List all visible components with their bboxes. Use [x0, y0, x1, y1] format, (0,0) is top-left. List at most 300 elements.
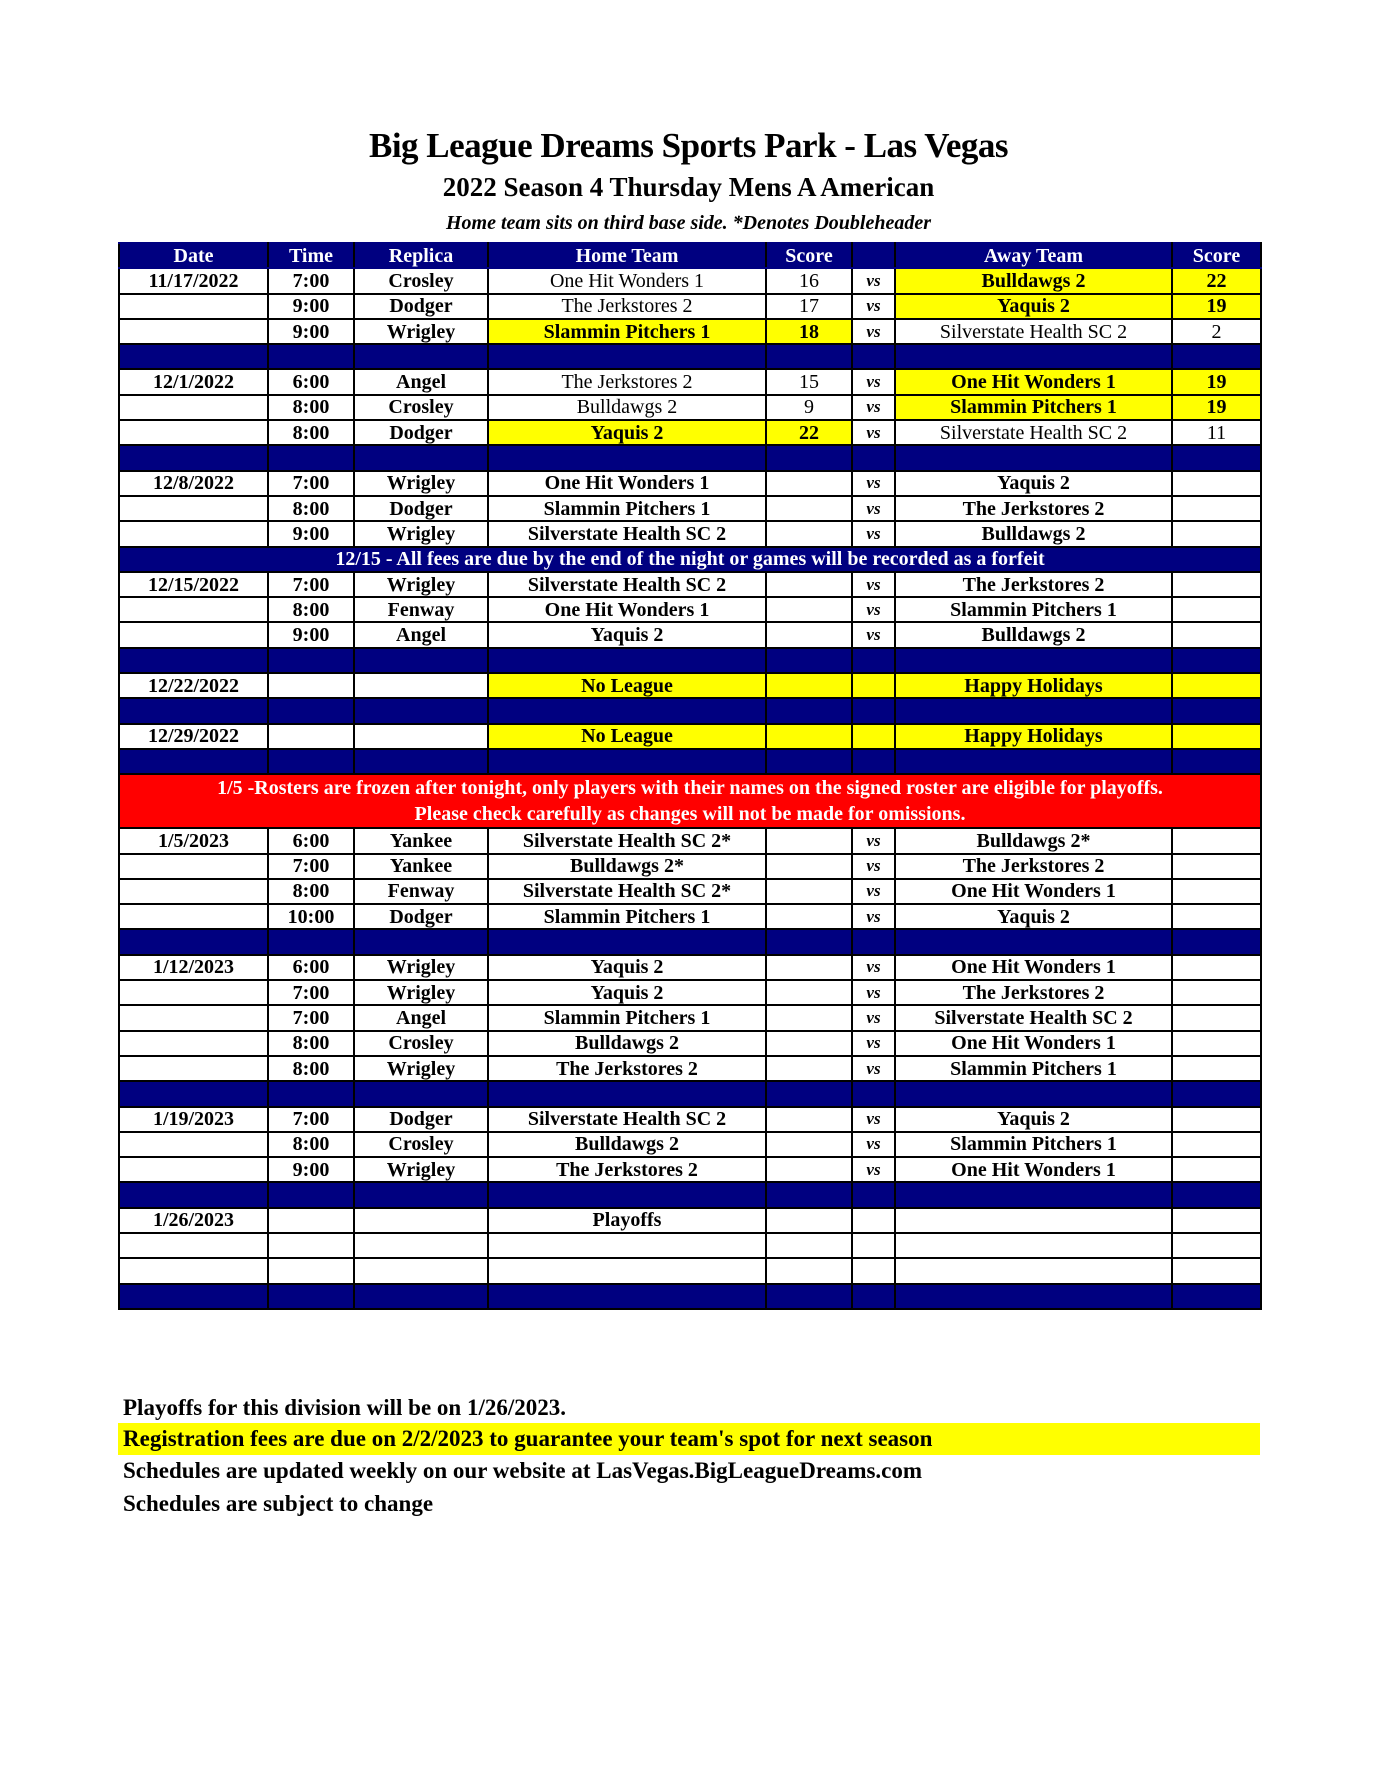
- away-team-cell: One Hit Wonders 1: [895, 369, 1172, 394]
- away-team-cell: Bulldawgs 2: [895, 268, 1172, 293]
- away-score-cell: [1172, 572, 1261, 597]
- away-team-cell: The Jerkstores 2: [895, 854, 1172, 879]
- separator-row: [119, 648, 1261, 673]
- date-cell: 12/1/2022: [119, 369, 268, 394]
- date-cell: [119, 1031, 268, 1056]
- replica-cell: Angel: [354, 369, 488, 394]
- game-row: [119, 572, 1261, 597]
- separator-cell: [1172, 749, 1261, 774]
- separator-cell: [488, 1182, 766, 1207]
- date-cell: 12/29/2022: [119, 724, 268, 749]
- game-row: [119, 420, 1261, 445]
- roster-alert: [119, 774, 1261, 828]
- date-cell: 12/15/2022: [119, 572, 268, 597]
- date-cell: [119, 1056, 268, 1081]
- game-row: [119, 854, 1261, 879]
- header-away-score: Score: [1172, 243, 1261, 268]
- away-team-cell: Slammin Pitchers 1: [895, 395, 1172, 420]
- replica-cell: Angel: [354, 622, 488, 647]
- separator-cell: [895, 648, 1172, 673]
- home-team-cell: Yaquis 2: [488, 980, 766, 1005]
- game-row: [119, 268, 1261, 293]
- playoffs-row: [119, 1208, 1261, 1233]
- away-team-cell: One Hit Wonders 1: [895, 879, 1172, 904]
- separator-cell: [354, 749, 488, 774]
- separator-cell: [1172, 648, 1261, 673]
- time-cell: 7:00: [268, 471, 354, 496]
- away-score-cell: [1172, 597, 1261, 622]
- separator-cell: [354, 648, 488, 673]
- vs-cell: [852, 673, 895, 698]
- home-team-cell: Silverstate Health SC 2*: [488, 879, 766, 904]
- away-team-cell: The Jerkstores 2: [895, 496, 1172, 521]
- away-score-cell: [1172, 955, 1261, 980]
- away-team-cell: Silverstate Health SC 2: [895, 1005, 1172, 1030]
- away-score-cell: [1172, 1056, 1261, 1081]
- time-cell: [268, 724, 354, 749]
- replica-cell: Wrigley: [354, 980, 488, 1005]
- home-score-cell: [766, 1107, 852, 1132]
- separator-cell: [354, 1182, 488, 1207]
- separator-cell: [852, 749, 895, 774]
- home-score-cell: [766, 980, 852, 1005]
- vs-cell: vs: [852, 1157, 895, 1182]
- replica-cell: Wrigley: [354, 1056, 488, 1081]
- home-score-cell: 17: [766, 294, 852, 319]
- home-team-cell: Silverstate Health SC 2: [488, 1107, 766, 1132]
- time-cell: 8:00: [268, 1031, 354, 1056]
- empty-cell: [895, 1258, 1172, 1283]
- time-cell: 8:00: [268, 395, 354, 420]
- separator-cell: [895, 929, 1172, 954]
- separator-cell: [119, 1182, 268, 1207]
- home-score-cell: [766, 724, 852, 749]
- home-score-cell: [766, 1056, 852, 1081]
- schedule-table: [118, 242, 1262, 1310]
- home-team-cell: Slammin Pitchers 1: [488, 496, 766, 521]
- home-team-cell: One Hit Wonders 1: [488, 471, 766, 496]
- replica-cell: Crosley: [354, 395, 488, 420]
- vs-cell: vs: [852, 1132, 895, 1157]
- game-row: [119, 395, 1261, 420]
- separator-cell: [1172, 1081, 1261, 1106]
- change-note: Schedules are subject to change: [123, 1491, 434, 1516]
- game-row: [119, 1107, 1261, 1132]
- separator-cell: [895, 445, 1172, 470]
- vs-cell: vs: [852, 1005, 895, 1030]
- home-score-cell: [766, 1031, 852, 1056]
- home-score-cell: [766, 955, 852, 980]
- away-team-cell: Bulldawgs 2*: [895, 828, 1172, 853]
- away-team-cell: The Jerkstores 2: [895, 572, 1172, 597]
- empty-cell: [895, 1233, 1172, 1258]
- separator-cell: [119, 1081, 268, 1106]
- replica-cell: Wrigley: [354, 1157, 488, 1182]
- away-score-cell: [1172, 673, 1261, 698]
- vs-cell: vs: [852, 904, 895, 929]
- date-cell: [119, 521, 268, 546]
- page-title: Big League Dreams Sports Park - Las Vegas: [368, 126, 1008, 165]
- home-score-cell: [766, 622, 852, 647]
- away-score-cell: [1172, 828, 1261, 853]
- vs-cell: vs: [852, 1031, 895, 1056]
- separator-cell: [1172, 445, 1261, 470]
- empty-cell: [852, 1258, 895, 1283]
- game-row: [119, 1132, 1261, 1157]
- separator-row: [119, 698, 1261, 723]
- away-score-cell: [1172, 1157, 1261, 1182]
- home-team-cell: The Jerkstores 2: [488, 1157, 766, 1182]
- date-cell: 1/5/2023: [119, 828, 268, 853]
- game-row: [119, 496, 1261, 521]
- table-header: [119, 243, 1261, 268]
- separator-cell: [1172, 344, 1261, 369]
- home-score-cell: [766, 673, 852, 698]
- time-cell: 9:00: [268, 521, 354, 546]
- separator-cell: [895, 698, 1172, 723]
- date-cell: [119, 854, 268, 879]
- away-team-cell: Yaquis 2: [895, 904, 1172, 929]
- separator-cell: [119, 648, 268, 673]
- separator-cell: [354, 344, 488, 369]
- separator-cell: [1172, 1182, 1261, 1207]
- away-team-cell: Slammin Pitchers 1: [895, 1132, 1172, 1157]
- game-row: [119, 1056, 1261, 1081]
- separator-row: [119, 344, 1261, 369]
- date-cell: [119, 1005, 268, 1030]
- roster-alert-line2: Please check carefully as changes will not be made for omissions.: [414, 803, 966, 826]
- fees-notice: 12/15 - All fees are due by the end of the night or games will be recorded as a forfeit: [119, 547, 1261, 572]
- separator-row: [119, 749, 1261, 774]
- separator-cell: [119, 344, 268, 369]
- away-team-cell: Silverstate Health SC 2: [895, 420, 1172, 445]
- separator-cell: [766, 1284, 852, 1309]
- header-away-team: Away Team: [895, 243, 1172, 268]
- empty-cell: [1172, 1258, 1261, 1283]
- replica-cell: [354, 724, 488, 749]
- home-team-cell: Yaquis 2: [488, 955, 766, 980]
- separator-cell: [268, 929, 354, 954]
- separator-cell: [268, 698, 354, 723]
- separator-cell: [766, 445, 852, 470]
- separator-cell: [119, 929, 268, 954]
- separator-cell: [268, 1284, 354, 1309]
- time-cell: 7:00: [268, 1005, 354, 1030]
- away-team-cell: Bulldawgs 2: [895, 521, 1172, 546]
- vs-cell: vs: [852, 369, 895, 394]
- away-score-cell: [1172, 1031, 1261, 1056]
- time-cell: [268, 1233, 354, 1258]
- home-score-cell: [766, 879, 852, 904]
- away-score-cell: [1172, 904, 1261, 929]
- time-cell: 8:00: [268, 879, 354, 904]
- time-cell: 8:00: [268, 1056, 354, 1081]
- roster-alert-line1: 1/5 -Rosters are frozen after tonight, only players with their names on the signed roster are eligible for playoffs.: [217, 777, 1163, 800]
- game-row: [119, 955, 1261, 980]
- date-cell: [119, 980, 268, 1005]
- home-team-cell: One Hit Wonders 1: [488, 268, 766, 293]
- time-cell: [268, 673, 354, 698]
- replica-cell: Wrigley: [354, 319, 488, 344]
- time-cell: 8:00: [268, 1132, 354, 1157]
- date-cell: 1/12/2023: [119, 955, 268, 980]
- separator-cell: [1172, 1284, 1261, 1309]
- separator-cell: [488, 1284, 766, 1309]
- separator-cell: [1172, 698, 1261, 723]
- home-team-cell: The Jerkstores 2: [488, 369, 766, 394]
- vs-cell: vs: [852, 622, 895, 647]
- vs-cell: vs: [852, 980, 895, 1005]
- no-league-row: [119, 673, 1261, 698]
- playoffs-note: Playoffs for this division will be on 1/26/2023.: [123, 1395, 567, 1420]
- separator-cell: [268, 1182, 354, 1207]
- replica-cell: Crosley: [354, 1031, 488, 1056]
- separator-cell: [895, 344, 1172, 369]
- vs-cell: vs: [852, 420, 895, 445]
- away-team-cell: Slammin Pitchers 1: [895, 597, 1172, 622]
- vs-cell: vs: [852, 1056, 895, 1081]
- separator-cell: [766, 1081, 852, 1106]
- date-cell: [119, 597, 268, 622]
- home-team-cell: No League: [488, 673, 766, 698]
- game-row: [119, 471, 1261, 496]
- separator-cell: [852, 929, 895, 954]
- time-cell: 8:00: [268, 496, 354, 521]
- separator-row: [119, 929, 1261, 954]
- away-score-cell: [1172, 724, 1261, 749]
- date-cell: 1/19/2023: [119, 1107, 268, 1132]
- date-cell: [119, 622, 268, 647]
- separator-cell: [268, 1081, 354, 1106]
- separator-cell: [354, 1081, 488, 1106]
- home-team-cell: Slammin Pitchers 1: [488, 319, 766, 344]
- separator-cell: [354, 445, 488, 470]
- time-cell: [268, 1258, 354, 1283]
- game-row: [119, 1157, 1261, 1182]
- home-team-cell: Silverstate Health SC 2: [488, 521, 766, 546]
- vs-cell: vs: [852, 395, 895, 420]
- separator-cell: [852, 1182, 895, 1207]
- separator-cell: [119, 698, 268, 723]
- date-cell: [119, 1258, 268, 1283]
- separator-cell: [268, 648, 354, 673]
- date-cell: [119, 904, 268, 929]
- separator-cell: [895, 1182, 1172, 1207]
- separator-cell: [488, 698, 766, 723]
- separator-cell: [766, 344, 852, 369]
- game-row: [119, 828, 1261, 853]
- home-team-cell: Yaquis 2: [488, 420, 766, 445]
- date-cell: [119, 420, 268, 445]
- time-cell: 6:00: [268, 369, 354, 394]
- vs-cell: vs: [852, 496, 895, 521]
- away-team-cell: One Hit Wonders 1: [895, 1157, 1172, 1182]
- home-team-cell: Slammin Pitchers 1: [488, 904, 766, 929]
- vs-cell: vs: [852, 471, 895, 496]
- separator-cell: [852, 445, 895, 470]
- vs-cell: vs: [852, 955, 895, 980]
- separator-cell: [268, 445, 354, 470]
- separator-cell: [488, 445, 766, 470]
- empty-cell: [852, 1208, 895, 1233]
- home-team-cell: [488, 1258, 766, 1283]
- home-score-cell: 18: [766, 319, 852, 344]
- separator-row: [119, 1284, 1261, 1309]
- vs-cell: vs: [852, 572, 895, 597]
- separator-cell: [852, 648, 895, 673]
- separator-cell: [895, 749, 1172, 774]
- away-score-cell: 11: [1172, 420, 1261, 445]
- home-score-cell: [766, 471, 852, 496]
- away-team-cell: Happy Holidays: [895, 724, 1172, 749]
- time-cell: 7:00: [268, 1107, 354, 1132]
- home-score-cell: [766, 496, 852, 521]
- empty-cell: [895, 1208, 1172, 1233]
- home-score-cell: [766, 828, 852, 853]
- separator-cell: [895, 1081, 1172, 1106]
- away-score-cell: [1172, 496, 1261, 521]
- home-score-cell: [766, 854, 852, 879]
- replica-cell: [354, 1258, 488, 1283]
- away-score-cell: [1172, 1005, 1261, 1030]
- home-team-cell: Bulldawgs 2*: [488, 854, 766, 879]
- website-note: Schedules are updated weekly on our website at LasVegas.BigLeagueDreams.com: [123, 1458, 923, 1483]
- separator-cell: [354, 1284, 488, 1309]
- home-team-cell: Slammin Pitchers 1: [488, 1005, 766, 1030]
- vs-cell: vs: [852, 879, 895, 904]
- home-team-cell: The Jerkstores 2: [488, 1056, 766, 1081]
- replica-cell: Angel: [354, 1005, 488, 1030]
- game-row: [119, 521, 1261, 546]
- game-row: [119, 1005, 1261, 1030]
- home-score-cell: [766, 572, 852, 597]
- replica-cell: [354, 1208, 488, 1233]
- separator-row: [119, 445, 1261, 470]
- time-cell: 7:00: [268, 980, 354, 1005]
- away-team-cell: The Jerkstores 2: [895, 980, 1172, 1005]
- separator-cell: [488, 648, 766, 673]
- date-cell: [119, 1233, 268, 1258]
- replica-cell: Wrigley: [354, 521, 488, 546]
- empty-cell: [1172, 1233, 1261, 1258]
- separator-cell: [852, 1081, 895, 1106]
- replica-cell: Crosley: [354, 268, 488, 293]
- separator-cell: [1172, 929, 1261, 954]
- away-score-cell: [1172, 1132, 1261, 1157]
- away-team-cell: Bulldawgs 2: [895, 622, 1172, 647]
- game-row: [119, 319, 1261, 344]
- separator-cell: [852, 344, 895, 369]
- empty-cell: [766, 1258, 852, 1283]
- away-team-cell: Yaquis 2: [895, 1107, 1172, 1132]
- time-cell: 6:00: [268, 828, 354, 853]
- home-team-cell: Silverstate Health SC 2*: [488, 828, 766, 853]
- away-team-cell: One Hit Wonders 1: [895, 955, 1172, 980]
- separator-cell: [852, 1284, 895, 1309]
- separator-cell: [119, 749, 268, 774]
- vs-cell: vs: [852, 1107, 895, 1132]
- away-score-cell: 19: [1172, 294, 1261, 319]
- date-cell: [119, 395, 268, 420]
- empty-cell: [852, 1233, 895, 1258]
- date-cell: 12/8/2022: [119, 471, 268, 496]
- page-subtitle: 2022 Season 4 Thursday Mens A American: [442, 172, 935, 202]
- home-score-cell: [766, 904, 852, 929]
- away-team-cell: Slammin Pitchers 1: [895, 1056, 1172, 1081]
- home-team-cell: [488, 1233, 766, 1258]
- away-score-cell: [1172, 1107, 1261, 1132]
- separator-cell: [488, 929, 766, 954]
- home-team-cell: One Hit Wonders 1: [488, 597, 766, 622]
- time-cell: 7:00: [268, 572, 354, 597]
- header-date: Date: [119, 243, 268, 268]
- separator-cell: [354, 698, 488, 723]
- home-team-cell: Bulldawgs 2: [488, 1132, 766, 1157]
- separator-cell: [488, 344, 766, 369]
- vs-cell: vs: [852, 854, 895, 879]
- replica-cell: Crosley: [354, 1132, 488, 1157]
- home-team-cell: No League: [488, 724, 766, 749]
- separator-cell: [268, 344, 354, 369]
- header-time: Time: [268, 243, 354, 268]
- time-cell: 9:00: [268, 1157, 354, 1182]
- away-score-cell: [1172, 854, 1261, 879]
- separator-cell: [852, 698, 895, 723]
- replica-cell: Dodger: [354, 420, 488, 445]
- header-vs: [852, 243, 895, 268]
- no-league-row: [119, 724, 1261, 749]
- away-score-cell: [1172, 471, 1261, 496]
- home-score-cell: 9: [766, 395, 852, 420]
- away-score-cell: [1172, 980, 1261, 1005]
- away-score-cell: 19: [1172, 369, 1261, 394]
- game-row: [119, 879, 1261, 904]
- home-score-cell: [766, 1005, 852, 1030]
- separator-cell: [354, 929, 488, 954]
- header-home-score: Score: [766, 243, 852, 268]
- home-team-cell: Playoffs: [488, 1208, 766, 1233]
- home-score-cell: [766, 521, 852, 546]
- date-cell: 1/26/2023: [119, 1208, 268, 1233]
- replica-cell: Dodger: [354, 1107, 488, 1132]
- vs-cell: vs: [852, 319, 895, 344]
- date-cell: [119, 1157, 268, 1182]
- time-cell: 9:00: [268, 294, 354, 319]
- away-team-cell: Yaquis 2: [895, 294, 1172, 319]
- time-cell: 8:00: [268, 597, 354, 622]
- away-score-cell: [1172, 622, 1261, 647]
- away-score-cell: [1172, 879, 1261, 904]
- empty-cell: [766, 1208, 852, 1233]
- replica-cell: [354, 1233, 488, 1258]
- replica-cell: Yankee: [354, 854, 488, 879]
- empty-cell: [1172, 1208, 1261, 1233]
- home-score-cell: 22: [766, 420, 852, 445]
- time-cell: 9:00: [268, 622, 354, 647]
- game-row: [119, 980, 1261, 1005]
- home-score-cell: [766, 597, 852, 622]
- date-cell: [119, 1132, 268, 1157]
- roster-alert-row: [119, 774, 1261, 828]
- registration-note: Registration fees are due on 2/2/2023 to guarantee your team's spot for next season: [118, 1423, 1260, 1455]
- separator-cell: [488, 1081, 766, 1106]
- fees-notice-row: [119, 547, 1261, 572]
- game-row: [119, 369, 1261, 394]
- game-row: [119, 622, 1261, 647]
- home-team-cell: Bulldawgs 2: [488, 395, 766, 420]
- game-row: [119, 904, 1261, 929]
- replica-cell: Wrigley: [354, 471, 488, 496]
